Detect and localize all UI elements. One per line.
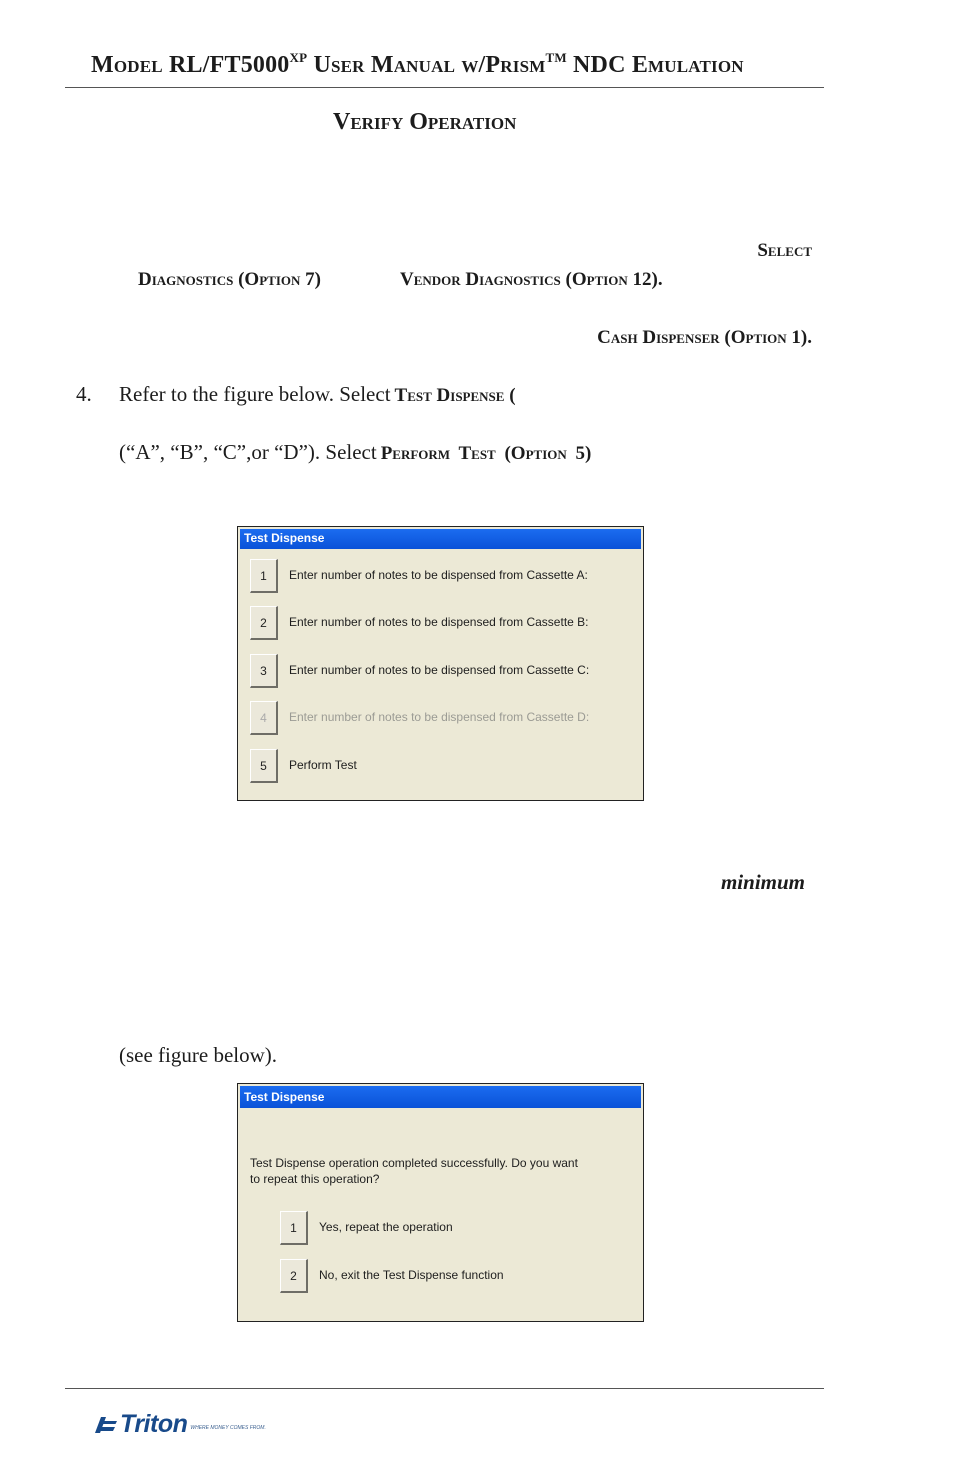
step4-line2: [119, 440, 591, 465]
triton-logo: [91, 1410, 266, 1439]
option-key-2[interactable]: 2: [280, 1259, 308, 1293]
test-dispense-dialog: [237, 526, 644, 801]
see-figure-text: (see figure below).: [119, 1043, 278, 1067]
footer-rule: [65, 1388, 824, 1389]
option-key-2[interactable]: 2: [250, 606, 278, 640]
step4-number: 4.: [76, 382, 92, 406]
prompt-line-2: to repeat this operation?: [250, 1172, 380, 1186]
option-key-5[interactable]: 5: [250, 749, 278, 783]
page-header: [91, 50, 744, 79]
step2-select-text: Select: [757, 240, 812, 261]
option-label: Enter number of notes to be dispensed from Cassette A:: [289, 568, 588, 582]
dialog-prompt: [250, 1155, 630, 1187]
header-title-part3: NDC Emulation: [566, 52, 744, 78]
step2-vendor-diagnostics-text: Vendor Diagnostics (Option 12).: [400, 269, 663, 290]
logo-text: Triton: [120, 1410, 188, 1438]
option-label: Yes, repeat the operation: [319, 1220, 453, 1234]
option-label: Enter number of notes to be dispensed from Cassette B:: [289, 615, 589, 629]
header-rule: [65, 87, 824, 88]
step4-test-dispense-text: Test Dispense (: [394, 385, 516, 406]
header-sup-xp: XP: [289, 50, 308, 65]
step4-cassettes-text: (“A”, “B”, “C”,or “D”). Select: [119, 440, 377, 464]
step2-diagnostics-text: Diagnostics (Option 7): [138, 269, 321, 290]
header-sup-tm: TM: [545, 50, 567, 65]
step4-line1: [119, 382, 516, 407]
option-key-1[interactable]: 1: [250, 559, 278, 593]
option-label: Enter number of notes to be dispensed from Cassette C:: [289, 663, 590, 677]
prompt-line-1: Test Dispense operation completed successfully. Do you want: [250, 1156, 578, 1170]
option-key-3[interactable]: 3: [250, 654, 278, 688]
dialog-titlebar: Test Dispense: [240, 529, 641, 549]
dialog-titlebar: Test Dispense: [240, 1086, 641, 1108]
header-title-part1: Model RL/FT5000: [91, 52, 290, 78]
logo-tagline: WHERE MONEY COMES FROM.: [190, 1424, 266, 1431]
option-key-1[interactable]: 1: [280, 1211, 308, 1245]
minimum-text: minimum: [720, 870, 805, 894]
option-label: Enter number of notes to be dispensed from Cassette D:: [289, 710, 590, 724]
option-label: Perform Test: [289, 758, 357, 772]
step4-perform-test-text: Perform Test (Option 5): [380, 443, 592, 464]
header-title-part2: User Manual w/Prism: [307, 52, 546, 78]
step3-cash-dispenser-text: Cash Dispenser (Option 1).: [597, 327, 812, 348]
option-key-4: 4: [250, 701, 278, 735]
test-dispense-complete-dialog: [237, 1083, 644, 1322]
option-label: No, exit the Test Dispense function: [319, 1268, 504, 1282]
triton-mark-icon: [91, 1413, 119, 1437]
step4-text: Refer to the figure below. Select: [119, 382, 391, 406]
section-title: Verify Operation: [333, 109, 517, 135]
